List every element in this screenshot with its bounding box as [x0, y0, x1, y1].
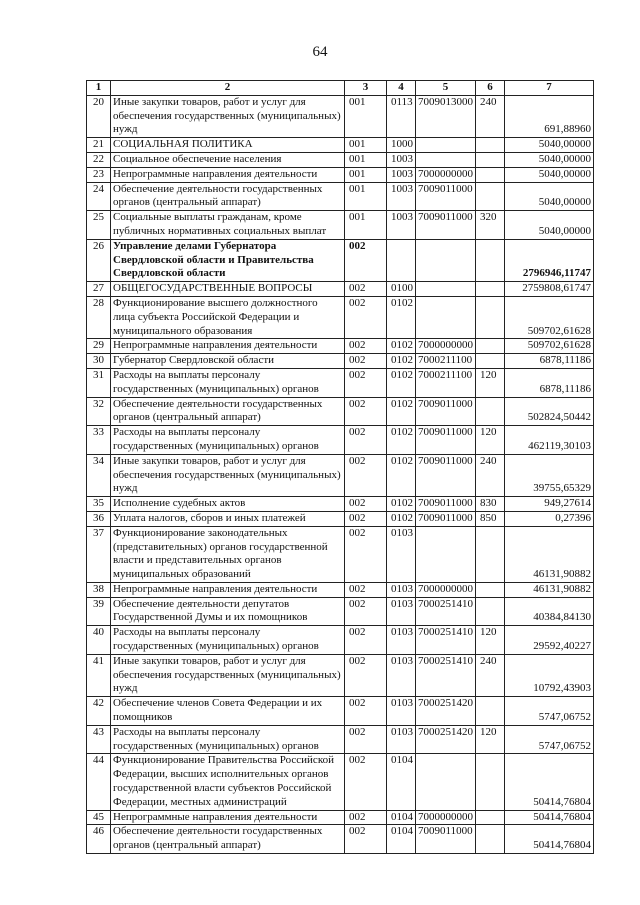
- row-number-cell: 25: [87, 211, 111, 240]
- ministry-code-cell: 002: [345, 354, 387, 369]
- ministry-code-cell: 002: [345, 368, 387, 397]
- header-cell: 4: [387, 81, 416, 96]
- ministry-code-cell: 002: [345, 511, 387, 526]
- header-cell: 2: [111, 81, 345, 96]
- item-name-cell: Социальное обеспечение населения: [111, 152, 345, 167]
- item-name-cell: Расходы на выплаты персоналу государственных (муниципальных) органов: [111, 725, 345, 754]
- ministry-code-cell: 002: [345, 725, 387, 754]
- section-code-cell: 1003: [387, 211, 416, 240]
- expense-type-cell: [476, 282, 505, 297]
- table-row: [87, 754, 594, 810]
- section-code-cell: 0103: [387, 626, 416, 655]
- target-article-cell: 7009011000: [416, 397, 476, 426]
- target-article-cell: [416, 754, 476, 810]
- target-article-cell: 7000251420: [416, 697, 476, 726]
- table-row: [87, 582, 594, 597]
- expense-type-cell: [476, 239, 505, 281]
- table-row: [87, 697, 594, 726]
- expense-type-cell: [476, 167, 505, 182]
- header-cell: 1: [87, 81, 111, 96]
- amount-cell: 5747,06752: [505, 697, 594, 726]
- table-row: [87, 211, 594, 240]
- section-code-cell: 0103: [387, 597, 416, 626]
- section-code-cell: 0102: [387, 354, 416, 369]
- amount-cell: 5747,06752: [505, 725, 594, 754]
- target-article-cell: [416, 282, 476, 297]
- amount-cell: 46131,90882: [505, 582, 594, 597]
- ministry-code-cell: 002: [345, 282, 387, 297]
- section-code-cell: 0102: [387, 397, 416, 426]
- table-row: [87, 339, 594, 354]
- amount-cell: 2759808,61747: [505, 282, 594, 297]
- row-number-cell: 46: [87, 825, 111, 854]
- section-code-cell: 1003: [387, 167, 416, 182]
- amount-cell: 5040,00000: [505, 152, 594, 167]
- target-article-cell: [416, 526, 476, 582]
- section-code-cell: 0103: [387, 654, 416, 696]
- ministry-code-cell: 002: [345, 582, 387, 597]
- item-name-cell: Непрограммные направления деятельности: [111, 167, 345, 182]
- table-row: [87, 368, 594, 397]
- item-name-cell: Обеспечение деятельности государственных органов (центральный аппарат): [111, 825, 345, 854]
- amount-cell: 691,88960: [505, 95, 594, 137]
- table-row: [87, 654, 594, 696]
- row-number-cell: 28: [87, 296, 111, 338]
- expense-type-cell: 240: [476, 454, 505, 496]
- expense-type-cell: [476, 582, 505, 597]
- amount-cell: 462119,30103: [505, 426, 594, 455]
- amount-cell: 29592,40227: [505, 626, 594, 655]
- target-article-cell: [416, 152, 476, 167]
- row-number-cell: 39: [87, 597, 111, 626]
- table-row: [87, 825, 594, 854]
- section-code-cell: 0103: [387, 526, 416, 582]
- item-name-cell: Иные закупки товаров, работ и услуг для обеспечения государственных (муниципальных) нужд: [111, 454, 345, 496]
- row-number-cell: 30: [87, 354, 111, 369]
- header-cell: 6: [476, 81, 505, 96]
- row-number-cell: 31: [87, 368, 111, 397]
- ministry-code-cell: 001: [345, 95, 387, 137]
- target-article-cell: 7000251410: [416, 654, 476, 696]
- amount-cell: 6878,11186: [505, 354, 594, 369]
- table-row: [87, 397, 594, 426]
- expense-type-cell: 850: [476, 511, 505, 526]
- amount-cell: 502824,50442: [505, 397, 594, 426]
- section-code-cell: 0102: [387, 511, 416, 526]
- target-article-cell: 7009011000: [416, 825, 476, 854]
- expense-type-cell: [476, 182, 505, 211]
- row-number-cell: 24: [87, 182, 111, 211]
- expense-type-cell: 120: [476, 426, 505, 455]
- expense-type-cell: [476, 138, 505, 153]
- target-article-cell: 7000000000: [416, 582, 476, 597]
- target-article-cell: 7009013000: [416, 95, 476, 137]
- item-name-cell: Функционирование Правительства Российской Федерации, высших исполнительных органов государственной власти субъектов Российской Федерации, местных администраций: [111, 754, 345, 810]
- ministry-code-cell: 001: [345, 167, 387, 182]
- section-code-cell: 1003: [387, 152, 416, 167]
- ministry-code-cell: 002: [345, 239, 387, 281]
- expense-type-cell: 120: [476, 368, 505, 397]
- item-name-cell: Расходы на выплаты персоналу государственных (муниципальных) органов: [111, 368, 345, 397]
- target-article-cell: 7000251420: [416, 725, 476, 754]
- row-number-cell: 37: [87, 526, 111, 582]
- table-row: [87, 497, 594, 512]
- amount-cell: 10792,43903: [505, 654, 594, 696]
- ministry-code-cell: 001: [345, 211, 387, 240]
- item-name-cell: Уплата налогов, сборов и иных платежей: [111, 511, 345, 526]
- expense-type-cell: [476, 397, 505, 426]
- amount-cell: 39755,65329: [505, 454, 594, 496]
- ministry-code-cell: 002: [345, 754, 387, 810]
- item-name-cell: Губернатор Свердловской области: [111, 354, 345, 369]
- amount-cell: 5040,00000: [505, 138, 594, 153]
- expense-type-cell: 320: [476, 211, 505, 240]
- row-number-cell: 22: [87, 152, 111, 167]
- row-number-cell: 35: [87, 497, 111, 512]
- target-article-cell: 7000251410: [416, 626, 476, 655]
- amount-cell: 5040,00000: [505, 167, 594, 182]
- item-name-cell: Функционирование законодательных (представительных) органов государственной власти и представительных органов муниципальных образований: [111, 526, 345, 582]
- section-code-cell: 0104: [387, 754, 416, 810]
- section-code-cell: 1000: [387, 138, 416, 153]
- target-article-cell: 7009011000: [416, 211, 476, 240]
- budget-table: [86, 80, 594, 854]
- expense-type-cell: [476, 354, 505, 369]
- table-row: [87, 354, 594, 369]
- section-code-cell: 0102: [387, 339, 416, 354]
- target-article-cell: 7009011000: [416, 454, 476, 496]
- item-name-cell: Расходы на выплаты персоналу государственных (муниципальных) органов: [111, 626, 345, 655]
- target-article-cell: [416, 138, 476, 153]
- table-row: [87, 626, 594, 655]
- section-code-cell: 0113: [387, 95, 416, 137]
- target-article-cell: 7000251410: [416, 597, 476, 626]
- item-name-cell: Функционирование высшего должностного лица субъекта Российской Федерации и муниципального образования: [111, 296, 345, 338]
- item-name-cell: Обеспечение деятельности государственных органов (центральный аппарат): [111, 182, 345, 211]
- expense-type-cell: 830: [476, 497, 505, 512]
- section-code-cell: 0100: [387, 282, 416, 297]
- expense-type-cell: [476, 810, 505, 825]
- item-name-cell: Обеспечение членов Совета Федерации и их помощников: [111, 697, 345, 726]
- row-number-cell: 33: [87, 426, 111, 455]
- target-article-cell: 7000000000: [416, 810, 476, 825]
- expense-type-cell: 240: [476, 654, 505, 696]
- section-code-cell: 0104: [387, 825, 416, 854]
- item-name-cell: Обеспечение деятельности государственных органов (центральный аппарат): [111, 397, 345, 426]
- target-article-cell: 7000000000: [416, 167, 476, 182]
- amount-cell: 509702,61628: [505, 339, 594, 354]
- ministry-code-cell: 001: [345, 138, 387, 153]
- target-article-cell: 7000000000: [416, 339, 476, 354]
- table-row: [87, 182, 594, 211]
- table-row: [87, 511, 594, 526]
- ministry-code-cell: 002: [345, 597, 387, 626]
- amount-cell: 50414,76804: [505, 754, 594, 810]
- expense-type-cell: [476, 296, 505, 338]
- ministry-code-cell: 002: [345, 497, 387, 512]
- amount-cell: 949,27614: [505, 497, 594, 512]
- section-code-cell: [387, 239, 416, 281]
- row-number-cell: 38: [87, 582, 111, 597]
- row-number-cell: 45: [87, 810, 111, 825]
- target-article-cell: 7000211100: [416, 354, 476, 369]
- item-name-cell: Непрограммные направления деятельности: [111, 810, 345, 825]
- row-number-cell: 32: [87, 397, 111, 426]
- row-number-cell: 43: [87, 725, 111, 754]
- page-number: 64: [312, 44, 328, 60]
- ministry-code-cell: 002: [345, 626, 387, 655]
- item-name-cell: Иные закупки товаров, работ и услуг для обеспечения государственных (муниципальных) нужд: [111, 654, 345, 696]
- item-name-cell: Иные закупки товаров, работ и услуг для обеспечения государственных (муниципальных) нужд: [111, 95, 345, 137]
- expense-type-cell: 240: [476, 95, 505, 137]
- table-row: [87, 725, 594, 754]
- amount-cell: 50414,76804: [505, 825, 594, 854]
- target-article-cell: [416, 239, 476, 281]
- row-number-cell: 29: [87, 339, 111, 354]
- row-number-cell: 36: [87, 511, 111, 526]
- ministry-code-cell: 001: [345, 182, 387, 211]
- row-number-cell: 42: [87, 697, 111, 726]
- ministry-code-cell: 002: [345, 339, 387, 354]
- row-number-cell: 40: [87, 626, 111, 655]
- amount-cell: 0,27396: [505, 511, 594, 526]
- amount-cell: 46131,90882: [505, 526, 594, 582]
- expense-type-cell: [476, 152, 505, 167]
- header-cell: 5: [416, 81, 476, 96]
- row-number-cell: 41: [87, 654, 111, 696]
- table-row: [87, 138, 594, 153]
- header-cell: 3: [345, 81, 387, 96]
- row-number-cell: 34: [87, 454, 111, 496]
- table-row: [87, 810, 594, 825]
- item-name-cell: Исполнение судебных актов: [111, 497, 345, 512]
- section-code-cell: 0103: [387, 697, 416, 726]
- table-row: [87, 454, 594, 496]
- row-number-cell: 23: [87, 167, 111, 182]
- section-code-cell: 0102: [387, 296, 416, 338]
- ministry-code-cell: 002: [345, 810, 387, 825]
- section-code-cell: 0104: [387, 810, 416, 825]
- ministry-code-cell: 001: [345, 152, 387, 167]
- table-row: [87, 597, 594, 626]
- table-row: [87, 95, 594, 137]
- table-row: [87, 296, 594, 338]
- amount-cell: 50414,76804: [505, 810, 594, 825]
- row-number-cell: 26: [87, 239, 111, 281]
- expense-type-cell: [476, 339, 505, 354]
- amount-cell: 5040,00000: [505, 182, 594, 211]
- item-name-cell: ОБЩЕГОСУДАРСТВЕННЫЕ ВОПРОСЫ: [111, 282, 345, 297]
- expense-type-cell: 120: [476, 725, 505, 754]
- ministry-code-cell: 002: [345, 825, 387, 854]
- section-code-cell: 0102: [387, 426, 416, 455]
- expense-type-cell: 120: [476, 626, 505, 655]
- item-name-cell: Непрограммные направления деятельности: [111, 339, 345, 354]
- target-article-cell: 7000211100: [416, 368, 476, 397]
- table-row: [87, 426, 594, 455]
- section-code-cell: 0103: [387, 725, 416, 754]
- section-code-cell: 0103: [387, 582, 416, 597]
- table-header-row: [87, 81, 594, 96]
- ministry-code-cell: 002: [345, 397, 387, 426]
- ministry-code-cell: 002: [345, 454, 387, 496]
- amount-cell: 2796946,11747: [505, 239, 594, 281]
- target-article-cell: [416, 296, 476, 338]
- amount-cell: 509702,61628: [505, 296, 594, 338]
- table-row: [87, 152, 594, 167]
- table-row: [87, 167, 594, 182]
- ministry-code-cell: 002: [345, 526, 387, 582]
- row-number-cell: 20: [87, 95, 111, 137]
- row-number-cell: 44: [87, 754, 111, 810]
- ministry-code-cell: 002: [345, 654, 387, 696]
- section-code-cell: 0102: [387, 497, 416, 512]
- item-name-cell: Непрограммные направления деятельности: [111, 582, 345, 597]
- section-code-cell: 1003: [387, 182, 416, 211]
- item-name-cell: СОЦИАЛЬНАЯ ПОЛИТИКА: [111, 138, 345, 153]
- expense-type-cell: [476, 526, 505, 582]
- row-number-cell: 27: [87, 282, 111, 297]
- expense-type-cell: [476, 697, 505, 726]
- ministry-code-cell: 002: [345, 426, 387, 455]
- target-article-cell: 7009011000: [416, 511, 476, 526]
- expense-type-cell: [476, 825, 505, 854]
- table-row: [87, 526, 594, 582]
- expense-type-cell: [476, 597, 505, 626]
- target-article-cell: 7009011000: [416, 426, 476, 455]
- amount-cell: 40384,84130: [505, 597, 594, 626]
- header-cell: 7: [505, 81, 594, 96]
- expense-type-cell: [476, 754, 505, 810]
- table-row: [87, 239, 594, 281]
- section-code-cell: 0102: [387, 454, 416, 496]
- table-row: [87, 282, 594, 297]
- item-name-cell: Социальные выплаты гражданам, кроме публичных нормативных социальных выплат: [111, 211, 345, 240]
- section-code-cell: 0102: [387, 368, 416, 397]
- amount-cell: 5040,00000: [505, 211, 594, 240]
- item-name-cell: Управление делами Губернатора Свердловской области и Правительства Свердловской области: [111, 239, 345, 281]
- target-article-cell: 7009011000: [416, 182, 476, 211]
- row-number-cell: 21: [87, 138, 111, 153]
- ministry-code-cell: 002: [345, 697, 387, 726]
- item-name-cell: Обеспечение деятельности депутатов Государственной Думы и их помощников: [111, 597, 345, 626]
- ministry-code-cell: 002: [345, 296, 387, 338]
- amount-cell: 6878,11186: [505, 368, 594, 397]
- target-article-cell: 7009011000: [416, 497, 476, 512]
- item-name-cell: Расходы на выплаты персоналу государственных (муниципальных) органов: [111, 426, 345, 455]
